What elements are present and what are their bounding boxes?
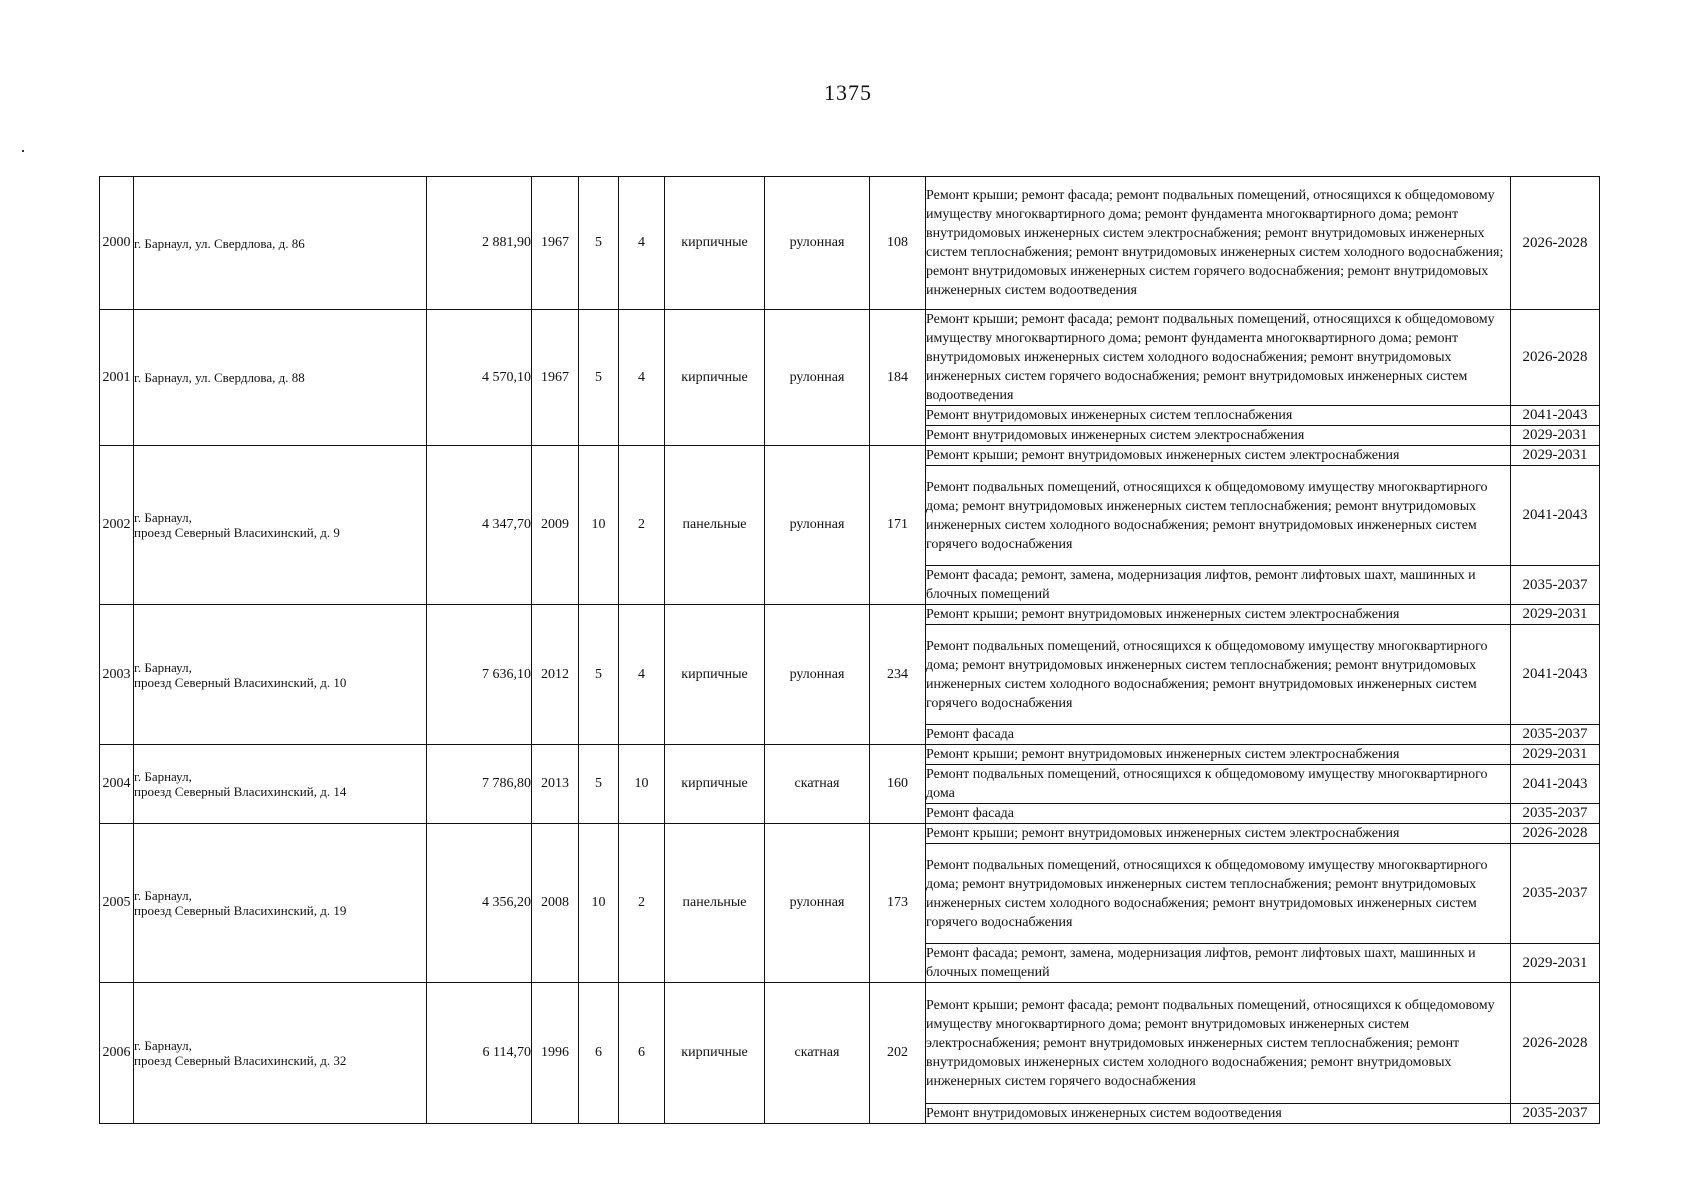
table-row [100, 310, 1600, 406]
total-area: 4 570,10 [427, 310, 532, 446]
building-address [134, 177, 427, 310]
repair-works: Ремонт подвальных помещений, относящихся к общедомовому имуществу многоквартирного дома; ремонт внутридомовых инженерных систем теплоснабжения; ремонт внутридомовых инженерных систем холодного водоснабжения; ремонт внутридомовых инженерных систем горячего водоснабжения [926, 844, 1511, 944]
building-address [134, 310, 427, 446]
floors-count: 5 [579, 745, 619, 824]
address-line: проезд Северный Власихинский, д. 32 [134, 1053, 347, 1068]
scan-speck [22, 150, 24, 152]
total-area: 7 786,80 [427, 745, 532, 824]
building-number: 2004 [100, 745, 134, 824]
repair-period: 2041-2043 [1511, 406, 1600, 426]
wall-material: панельные [665, 824, 765, 983]
wall-material: кирпичные [665, 983, 765, 1124]
building-address [134, 824, 427, 983]
repair-period: 2029-2031 [1511, 605, 1600, 625]
repair-period: 2029-2031 [1511, 944, 1600, 983]
repair-period: 2026-2028 [1511, 983, 1600, 1104]
address-line: г. Барнаул, [134, 510, 192, 525]
repair-works: Ремонт подвальных помещений, относящихся к общедомовому имуществу многоквартирного дома [926, 765, 1511, 804]
building-number: 2005 [100, 824, 134, 983]
residents-count: 234 [870, 605, 926, 745]
address-line: г. Барнаул, [134, 659, 192, 675]
building-address [134, 983, 427, 1124]
page-number: 1375 [824, 80, 872, 105]
repair-period: 2041-2043 [1511, 466, 1600, 566]
table-row [100, 745, 1600, 765]
floors-count: 5 [579, 310, 619, 446]
repair-works: Ремонт крыши; ремонт фасада; ремонт подвальных помещений, относящихся к общедомовому имуществу многоквартирного дома; ремонт фундамента многоквартирного дома; ремонт внутридомовых инженерных систем электроснабжения; ремонт внутридомовых инженерных систем теплоснабжения; ремонт внутридомовых инженерных систем холодного водоснабжения; ремонт внутридомовых инженерных систем горячего водоснабжения; ремонт внутридомовых инженерных систем водоотведения [926, 177, 1511, 310]
repair-works: Ремонт подвальных помещений, относящихся к общедомовому имуществу многоквартирного дома; ремонт внутридомовых инженерных систем теплоснабжения; ремонт внутридомовых инженерных систем холодного водоснабжения; ремонт внутридомовых инженерных систем горячего водоснабжения [926, 625, 1511, 725]
roof-type: скатная [765, 983, 870, 1124]
address-line: г. Барнаул, [134, 888, 192, 903]
address-line: проезд Северный Власихинский, д. 14 [134, 784, 347, 799]
entrances-count: 4 [619, 177, 665, 310]
building-number: 2001 [100, 310, 134, 446]
residents-count: 202 [870, 983, 926, 1124]
repair-works: Ремонт внутридомовых инженерных систем теплоснабжения [926, 406, 1511, 426]
total-area: 7 636,10 [427, 605, 532, 745]
construction-year: 2013 [532, 745, 579, 824]
repair-period: 2035-2037 [1511, 844, 1600, 944]
repair-works: Ремонт крыши; ремонт внутридомовых инженерных систем электроснабжения [926, 605, 1511, 625]
repair-works: Ремонт внутридомовых инженерных систем водоотведения [926, 1104, 1511, 1124]
repair-period: 2029-2031 [1511, 446, 1600, 466]
floors-count: 10 [579, 824, 619, 983]
address-line: г. Барнаул, ул. Свердлова, д. 88 [134, 370, 305, 385]
repair-works: Ремонт крыши; ремонт внутридомовых инженерных систем электроснабжения [926, 446, 1511, 466]
address-line: проезд Северный Власихинский, д. 9 [134, 525, 340, 540]
buildings-table [99, 176, 1600, 1124]
repair-works: Ремонт фасада [926, 725, 1511, 745]
wall-material: кирпичные [665, 605, 765, 745]
repair-period: 2035-2037 [1511, 566, 1600, 605]
repair-period: 2041-2043 [1511, 765, 1600, 804]
building-address [134, 605, 427, 745]
repair-period: 2035-2037 [1511, 1104, 1600, 1124]
construction-year: 1967 [532, 310, 579, 446]
total-area: 6 114,70 [427, 983, 532, 1124]
residents-count: 108 [870, 177, 926, 310]
address-line: г. Барнаул, [134, 1038, 192, 1053]
repair-period: 2026-2028 [1511, 177, 1600, 310]
repair-period: 2035-2037 [1511, 725, 1600, 745]
entrances-count: 4 [619, 310, 665, 446]
wall-material: кирпичные [665, 745, 765, 824]
roof-type: рулонная [765, 310, 870, 446]
repair-works: Ремонт фасада; ремонт, замена, модернизация лифтов, ремонт лифтовых шахт, машинных и блочных помещений [926, 566, 1511, 605]
repair-works: Ремонт крыши; ремонт внутридомовых инженерных систем электроснабжения [926, 745, 1511, 765]
building-address [134, 745, 427, 824]
table-row [100, 605, 1600, 625]
building-number: 2000 [100, 177, 134, 310]
construction-year: 1996 [532, 983, 579, 1124]
construction-year: 2012 [532, 605, 579, 745]
residents-count: 160 [870, 745, 926, 824]
repair-period: 2035-2037 [1511, 804, 1600, 824]
repair-works: Ремонт фасада [926, 804, 1511, 824]
address-line: проезд Северный Власихинский, д. 10 [134, 674, 347, 690]
building-number: 2006 [100, 983, 134, 1124]
roof-type: рулонная [765, 824, 870, 983]
roof-type: скатная [765, 745, 870, 824]
repair-works: Ремонт фасада; ремонт, замена, модернизация лифтов, ремонт лифтовых шахт, машинных и блочных помещений [926, 944, 1511, 983]
repair-period: 2026-2028 [1511, 824, 1600, 844]
total-area: 2 881,90 [427, 177, 532, 310]
construction-year: 2008 [532, 824, 579, 983]
wall-material: кирпичные [665, 177, 765, 310]
residents-count: 171 [870, 446, 926, 605]
repair-works: Ремонт крыши; ремонт внутридомовых инженерных систем электроснабжения [926, 824, 1511, 844]
total-area: 4 356,20 [427, 824, 532, 983]
table-row [100, 446, 1600, 466]
entrances-count: 2 [619, 824, 665, 983]
residents-count: 173 [870, 824, 926, 983]
repair-period: 2026-2028 [1511, 310, 1600, 406]
roof-type: рулонная [765, 446, 870, 605]
repair-works: Ремонт подвальных помещений, относящихся к общедомовому имуществу многоквартирного дома; ремонт внутридомовых инженерных систем теплоснабжения; ремонт внутридомовых инженерных систем холодного водоснабжения; ремонт внутридомовых инженерных систем горячего водоснабжения [926, 466, 1511, 566]
construction-year: 2009 [532, 446, 579, 605]
entrances-count: 6 [619, 983, 665, 1124]
repair-works: Ремонт крыши; ремонт фасада; ремонт подвальных помещений, относящихся к общедомовому имуществу многоквартирного дома; ремонт внутридомовых инженерных систем электроснабжения; ремонт внутридомовых инженерных систем теплоснабжения; ремонт внутридомовых инженерных систем холодного водоснабжения; ремонт внутридомовых инженерных систем горячего водоснабжения [926, 983, 1511, 1104]
address-line: проезд Северный Власихинский, д. 19 [134, 903, 347, 918]
total-area: 4 347,70 [427, 446, 532, 605]
entrances-count: 4 [619, 605, 665, 745]
table-row [100, 824, 1600, 844]
repair-period: 2029-2031 [1511, 745, 1600, 765]
residents-count: 184 [870, 310, 926, 446]
repair-works: Ремонт внутридомовых инженерных систем электроснабжения [926, 426, 1511, 446]
address-line: г. Барнаул, [134, 769, 192, 784]
repair-period: 2029-2031 [1511, 426, 1600, 446]
building-address [134, 446, 427, 605]
wall-material: кирпичные [665, 310, 765, 446]
wall-material: панельные [665, 446, 765, 605]
floors-count: 6 [579, 983, 619, 1124]
floors-count: 10 [579, 446, 619, 605]
floors-count: 5 [579, 605, 619, 745]
entrances-count: 2 [619, 446, 665, 605]
building-number: 2002 [100, 446, 134, 605]
table-row [100, 983, 1600, 1104]
building-number: 2003 [100, 605, 134, 745]
repair-period: 2041-2043 [1511, 625, 1600, 725]
table-row [100, 177, 1600, 310]
repair-works: Ремонт крыши; ремонт фасада; ремонт подвальных помещений, относящихся к общедомовому имуществу многоквартирного дома; ремонт фундамента многоквартирного дома; ремонт внутридомовых инженерных систем холодного водоснабжения; ремонт внутридомовых инженерных систем горячего водоснабжения; ремонт внутридомовых инженерных систем водоотведения [926, 310, 1511, 406]
address-line: г. Барнаул, ул. Свердлова, д. 86 [134, 235, 305, 251]
floors-count: 5 [579, 177, 619, 310]
construction-year: 1967 [532, 177, 579, 310]
roof-type: рулонная [765, 605, 870, 745]
entrances-count: 10 [619, 745, 665, 824]
roof-type: рулонная [765, 177, 870, 310]
